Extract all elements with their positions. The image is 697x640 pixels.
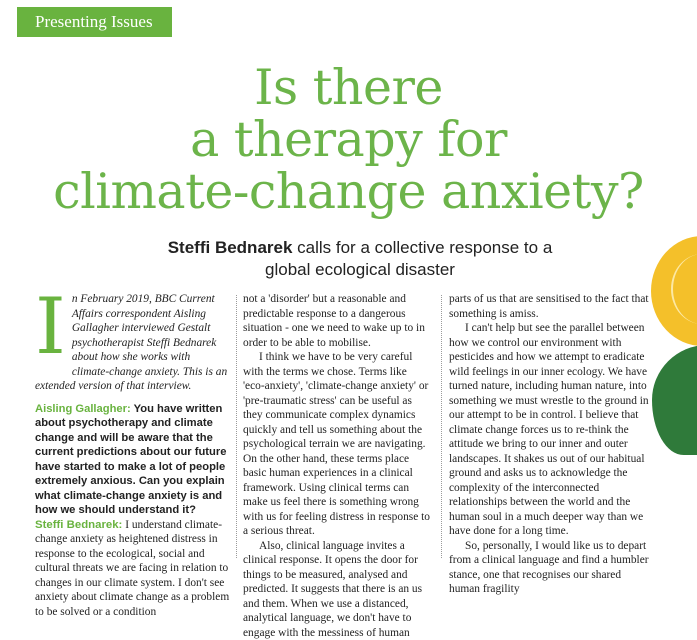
green-leaf-decoration [652,345,697,455]
author-name: Steffi Bednarek [168,238,293,257]
title-line-1: Is there [0,62,697,114]
col2-paragraph-3: Also, clinical language invites a clinical response. It opens the door for things to be measured, analysed and predicted. It suggests that there is an us and them. When we use a distanced, analytical language, we don't have to engage with the messiness of human [243,539,431,640]
standfirst-line-2: global ecological disaster [265,260,455,279]
column-divider [236,295,237,558]
drop-cap: I [35,292,66,366]
column-divider [441,295,442,558]
title-line-3: climate-change anxiety? [0,166,697,218]
col2-paragraph-2: I think we have to be very careful with the terms we chose. Terms like 'eco-anxiety', 'climate-change anxiety' or 'pre-traumatic stress' can be useful as they communicate complex dynamics quickly and tell us something about the psychological terrain we are navigating. On the other hand, these terms place basic human experiences in a clinical framework. Using clinical terms can make us feel there is something wrong with us for feeling distress in response to a serious threat. [243,350,431,539]
yellow-leaf-decoration [651,236,697,346]
interviewer-name: Aisling Gallagher: [35,403,131,415]
article-column-2 [243,292,431,640]
col3-paragraph-3: So, personally, I would like us to depart from a clinical language and find a humbler stance, one that recognises our shared human fragility [449,539,649,597]
intro-paragraph: n February 2019, BBC Current Affairs correspondent Aisling Gallagher interviewed Gestalt psychotherapist Steffi Bednarek about how she works with climate-change anxiety. This is an extended version of that interview. [35,292,230,394]
article-column-3 [449,292,649,597]
title-line-2: a therapy for [0,114,697,166]
standfirst-line-1: calls for a collective response to a [292,238,552,257]
col3-paragraph-1: parts of us that are sensitised to the fact that something is amiss. [449,292,649,321]
interviewee-name: Steffi Bednarek: [35,519,122,531]
interview-answer [35,518,230,620]
article-title [0,62,697,218]
question-text: You have written about psychotherapy and climate change and will be aware that the current predictions about our future have started to make a lot of people extremely anxious. Can you explain what climate-change anxiety is and how we should understand it? [35,403,226,517]
answer-text: I understand climate-change anxiety as heightened distress in response to the ecological, social and cultural threats we are facing in relation to changes in our climate system. I don't see anxiety about climate change as a problem to be solved or a condition [35,519,229,618]
interview-question [35,402,230,518]
article-standfirst [90,237,630,281]
col2-paragraph-1: not a 'disorder' but a reasonable and predictable response to a dangerous situation - one we need to wake up to in order to be able to mobilise. [243,292,431,350]
col3-paragraph-2: I can't help but see the parallel between how we control our environment with pesticides and how we attempt to eradicate wild feelings in our inner ecology. We have turned nature, including human nature, into something we must wrestle to the ground in our attempt to be in control. I believe that climate change forces us to re-think the attitude we bring to our inner and outer landscapes. It shakes us out of our habitual ground and asks us to acknowledge the complexity of the interconnected relationships between the world and the human soul in a much deeper way than we have done for a long time. [449,321,649,539]
section-tag: Presenting Issues [17,7,172,37]
article-column-1 [35,292,230,619]
